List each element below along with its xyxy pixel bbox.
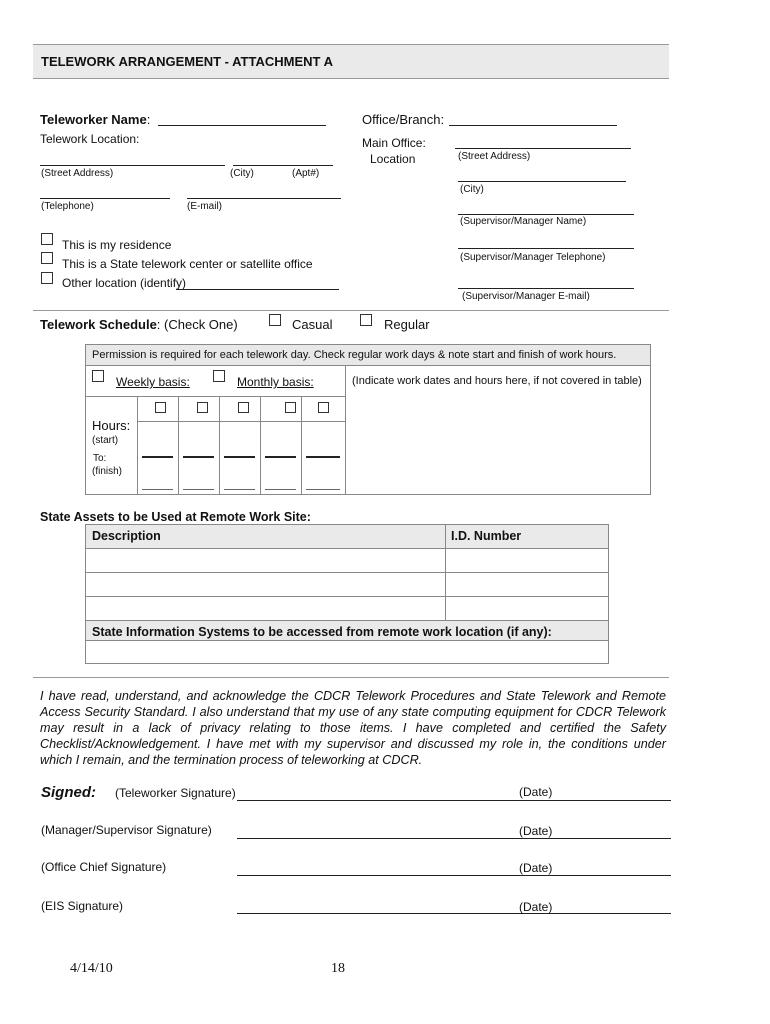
office-city-caption: (City) <box>460 184 484 195</box>
manager-signature-label: (Manager/Supervisor Signature) <box>41 823 212 837</box>
telework-location-label: Telework Location: <box>40 132 140 146</box>
state-center-option-label: This is a State telework center or satellite office <box>62 257 313 271</box>
casual-checkbox[interactable] <box>269 314 281 326</box>
supervisor-name-caption: (Supervisor/Manager Name) <box>460 216 587 227</box>
day-1-checkbox[interactable] <box>155 402 166 413</box>
office-chief-signature-label: (Office Chief Signature) <box>41 860 167 874</box>
main-office-location-label: Location <box>370 152 416 166</box>
day-5-finish-field[interactable] <box>306 489 340 490</box>
form-title: TELEWORK ARRANGEMENT - ATTACHMENT A <box>41 54 333 69</box>
section-divider <box>33 677 669 678</box>
day-3-start-field[interactable] <box>224 456 255 458</box>
assets-header-row <box>86 525 608 548</box>
manager-signature-line[interactable] <box>237 838 671 839</box>
row-divider <box>85 596 609 597</box>
casual-label: Casual <box>292 317 333 332</box>
eis-signature-label: (EIS Signature) <box>41 899 124 913</box>
finish-label: (finish) <box>92 466 123 477</box>
residence-checkbox[interactable] <box>41 233 53 245</box>
office-street-caption: (Street Address) <box>458 151 531 162</box>
regular-checkbox[interactable] <box>360 314 372 326</box>
footer-date: 4/14/10 <box>70 961 113 976</box>
apt-caption: (Apt#) <box>292 168 320 179</box>
supervisor-telephone-field[interactable] <box>458 248 634 249</box>
col-divider <box>178 396 179 495</box>
office-branch-field[interactable] <box>449 125 617 126</box>
residence-option-label: This is my residence <box>62 238 172 252</box>
row-divider <box>85 640 609 641</box>
supervisor-telephone-caption: (Supervisor/Manager Telephone) <box>460 252 606 263</box>
supervisor-name-field[interactable] <box>458 214 634 215</box>
telework-schedule-label: Telework Schedule: (Check One) <box>40 317 238 332</box>
supervisor-email-field[interactable] <box>458 288 634 289</box>
other-location-field[interactable] <box>176 289 339 290</box>
row-divider <box>85 548 609 549</box>
telephone-caption: (Telephone) <box>41 201 94 212</box>
day-5-checkbox[interactable] <box>318 402 329 413</box>
description-col-header: Description <box>92 529 161 543</box>
date-label: (Date) <box>519 824 553 838</box>
state-center-checkbox[interactable] <box>41 252 53 264</box>
row-divider <box>85 396 345 397</box>
day-2-start-field[interactable] <box>183 456 214 458</box>
office-branch-label: Office/Branch: <box>362 112 445 127</box>
email-caption: (E-mail) <box>187 201 222 212</box>
office-city-field[interactable] <box>458 181 626 182</box>
day-1-finish-field[interactable] <box>142 489 173 490</box>
permission-note: Permission is required for each telework day. Check regular work days & note start and finish of work hours. <box>92 349 617 361</box>
teleworker-name-field[interactable] <box>158 125 326 126</box>
day-5-start-field[interactable] <box>306 456 340 458</box>
day-3-checkbox[interactable] <box>238 402 249 413</box>
signed-label: Signed: <box>41 784 96 801</box>
date-label: (Date) <box>519 900 553 914</box>
regular-label: Regular <box>384 317 430 332</box>
teleworker-signature-line[interactable] <box>237 800 671 801</box>
teleworker-signature-label: (Teleworker Signature) <box>115 786 236 800</box>
to-label: To: <box>93 453 107 464</box>
col-divider <box>301 396 302 495</box>
id-number-col-header: I.D. Number <box>451 529 522 543</box>
weekly-basis-checkbox[interactable] <box>92 370 104 382</box>
col-divider <box>219 396 220 495</box>
acknowledgement-text: I have read, understand, and acknowledge the CDCR Telework Procedures and State Telework and Remote Access Security Standard. I also understand that my use of any state computing equipment for CDCR Telework may result in a lack of privacy relating to those items. I have completed and certified the Safety Checklist/Acknowledgement. I have met with my supervisor and discussed my role in, the conditions under which I remain, and the termination process of teleworking at CDCR. <box>40 689 666 767</box>
col-divider <box>137 396 138 495</box>
hours-label: Hours: <box>92 418 131 433</box>
page-number: 18 <box>331 961 345 976</box>
day-3-finish-field[interactable] <box>224 489 255 490</box>
telephone-field[interactable] <box>40 198 170 199</box>
monthly-basis-label: Monthly basis: <box>237 375 314 389</box>
indicate-note: (Indicate work dates and hours here, if not covered in table) <box>352 375 642 387</box>
other-location-option-label: Other location (identify) <box>62 276 187 290</box>
supervisor-email-caption: (Supervisor/Manager E-mail) <box>462 291 590 302</box>
weekly-basis-label: Weekly basis: <box>116 375 190 389</box>
main-office-label: Main Office: <box>362 136 426 150</box>
monthly-basis-checkbox[interactable] <box>213 370 225 382</box>
systems-label: State Information Systems to be accessed from remote work location (if any): <box>92 625 552 639</box>
date-label: (Date) <box>519 861 553 875</box>
teleworker-name-label: Teleworker Name: <box>40 112 151 127</box>
day-2-checkbox[interactable] <box>197 402 208 413</box>
email-field[interactable] <box>187 198 341 199</box>
col-divider <box>345 365 346 495</box>
street-address-caption: (Street Address) <box>41 168 114 179</box>
city-apt-field[interactable] <box>233 165 333 166</box>
col-divider <box>260 396 261 495</box>
schedule-table <box>85 344 651 495</box>
street-address-field[interactable] <box>40 165 225 166</box>
form-header <box>33 44 669 79</box>
eis-signature-line[interactable] <box>237 913 671 914</box>
day-2-finish-field[interactable] <box>183 489 214 490</box>
day-1-start-field[interactable] <box>142 456 173 458</box>
row-divider <box>85 365 651 366</box>
city-caption: (City) <box>230 168 254 179</box>
start-label: (start) <box>92 435 119 446</box>
day-4-start-field[interactable] <box>265 456 296 458</box>
office-chief-signature-line[interactable] <box>237 875 671 876</box>
office-street-field[interactable] <box>455 148 631 149</box>
section-divider <box>33 310 669 311</box>
day-4-checkbox[interactable] <box>285 402 296 413</box>
date-label: (Date) <box>519 785 553 799</box>
row-divider <box>85 572 609 573</box>
other-location-checkbox[interactable] <box>41 272 53 284</box>
row-divider <box>137 421 345 422</box>
day-4-finish-field[interactable] <box>265 489 296 490</box>
state-assets-title: State Assets to be Used at Remote Work Site: <box>40 510 311 524</box>
